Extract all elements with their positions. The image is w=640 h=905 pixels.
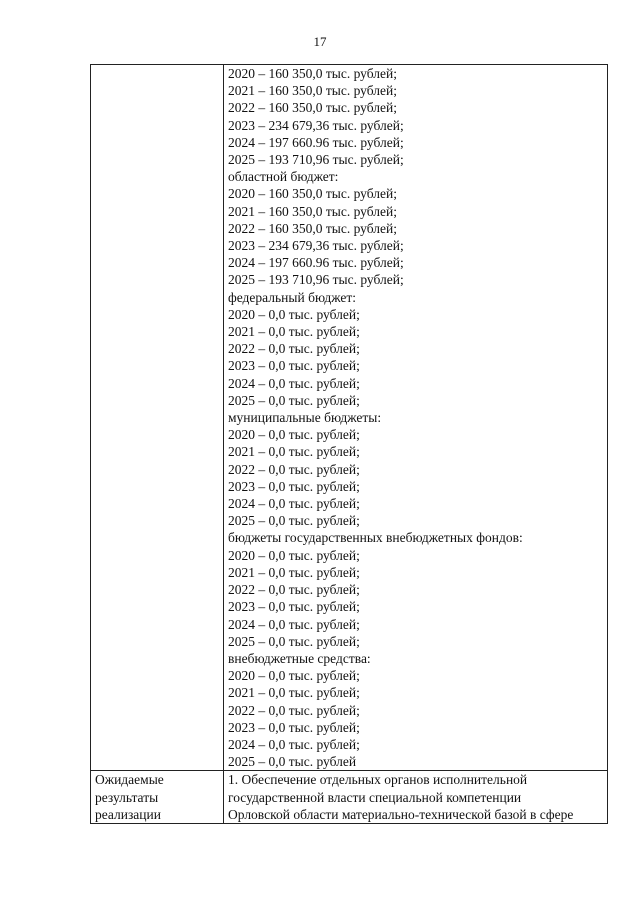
funding-values-cell: [224, 65, 608, 771]
funding-line: 2021 – 0,0 тыс. рублей;: [228, 324, 360, 340]
funding-line: 2021 – 0,0 тыс. рублей;: [228, 444, 360, 460]
funding-line: 2023 – 0,0 тыс. рублей;: [228, 599, 360, 615]
funding-line: 2025 – 193 710,96 тыс. рублей;: [228, 272, 404, 288]
funding-line: 2022 – 0,0 тыс. рублей;: [228, 702, 360, 718]
funding-line: 2022 – 160 350,0 тыс. рублей;: [228, 220, 397, 236]
funding-line: 2025 – 0,0 тыс. рублей: [228, 754, 357, 770]
result-line: государственной власти специальной компетенции: [228, 789, 522, 805]
funding-line: 2024 – 197 660.96 тыс. рублей;: [228, 134, 404, 150]
page-number: 17: [313, 34, 327, 49]
funding-line: 2024 – 0,0 тыс. рублей;: [228, 736, 360, 752]
funding-line: 2023 – 0,0 тыс. рублей;: [228, 478, 360, 494]
label-line: результаты: [95, 789, 159, 805]
funding-line: 2020 – 0,0 тыс. рублей;: [228, 306, 360, 322]
funding-line: 2024 – 197 660.96 тыс. рублей;: [228, 255, 404, 271]
funding-line: федеральный бюджет:: [228, 289, 356, 305]
label-line: Ожидаемые: [95, 772, 164, 788]
funding-line: 2022 – 0,0 тыс. рублей;: [228, 341, 360, 357]
funding-line: 2025 – 0,0 тыс. рублей;: [228, 633, 360, 649]
funding-line: 2021 – 160 350,0 тыс. рублей;: [228, 83, 397, 99]
funding-line: 2023 – 234 679,36 тыс. рублей;: [228, 238, 404, 254]
funding-line: внебюджетные средства:: [228, 650, 371, 666]
table-row: [91, 771, 608, 824]
funding-line: 2020 – 160 350,0 тыс. рублей;: [228, 66, 397, 81]
funding-line: 2020 – 0,0 тыс. рублей;: [228, 547, 360, 563]
funding-label-cell: [91, 65, 224, 771]
table-row: [91, 65, 608, 771]
funding-line: 2023 – 0,0 тыс. рублей;: [228, 719, 360, 735]
funding-line: 2025 – 0,0 тыс. рублей;: [228, 392, 360, 408]
funding-line: 2020 – 160 350,0 тыс. рублей;: [228, 186, 397, 202]
expected-results-label-cell: [91, 771, 224, 824]
funding-line: 2021 – 0,0 тыс. рублей;: [228, 685, 360, 701]
funding-line: муниципальные бюджеты:: [228, 410, 382, 426]
funding-line: 2020 – 0,0 тыс. рублей;: [228, 668, 360, 684]
funding-line: 2020 – 0,0 тыс. рублей;: [228, 427, 360, 443]
funding-line: областной бюджет:: [228, 169, 339, 185]
label-line: реализации: [95, 806, 161, 822]
funding-line: 2024 – 0,0 тыс. рублей;: [228, 496, 360, 512]
funding-line: 2025 – 193 710,96 тыс. рублей;: [228, 152, 404, 168]
funding-line: 2021 – 160 350,0 тыс. рублей;: [228, 203, 397, 219]
result-line: 1. Обеспечение отдельных органов исполнительной: [228, 772, 528, 788]
funding-line: бюджеты государственных внебюджетных фондов:: [228, 530, 523, 546]
funding-line: 2025 – 0,0 тыс. рублей;: [228, 513, 360, 529]
funding-line: 2024 – 0,0 тыс. рублей;: [228, 616, 360, 632]
expected-results-text-cell: [224, 771, 608, 824]
program-passport-table: [90, 64, 608, 824]
funding-line: 2023 – 0,0 тыс. рублей;: [228, 358, 360, 374]
funding-line: 2023 – 234 679,36 тыс. рублей;: [228, 117, 404, 133]
funding-line: 2022 – 0,0 тыс. рублей;: [228, 582, 360, 598]
funding-line: 2022 – 160 350,0 тыс. рублей;: [228, 100, 397, 116]
funding-line: 2022 – 0,0 тыс. рублей;: [228, 461, 360, 477]
funding-line: 2024 – 0,0 тыс. рублей;: [228, 375, 360, 391]
funding-line: 2021 – 0,0 тыс. рублей;: [228, 564, 360, 580]
result-line: Орловской области материально-технической базой в сфере: [228, 806, 574, 822]
